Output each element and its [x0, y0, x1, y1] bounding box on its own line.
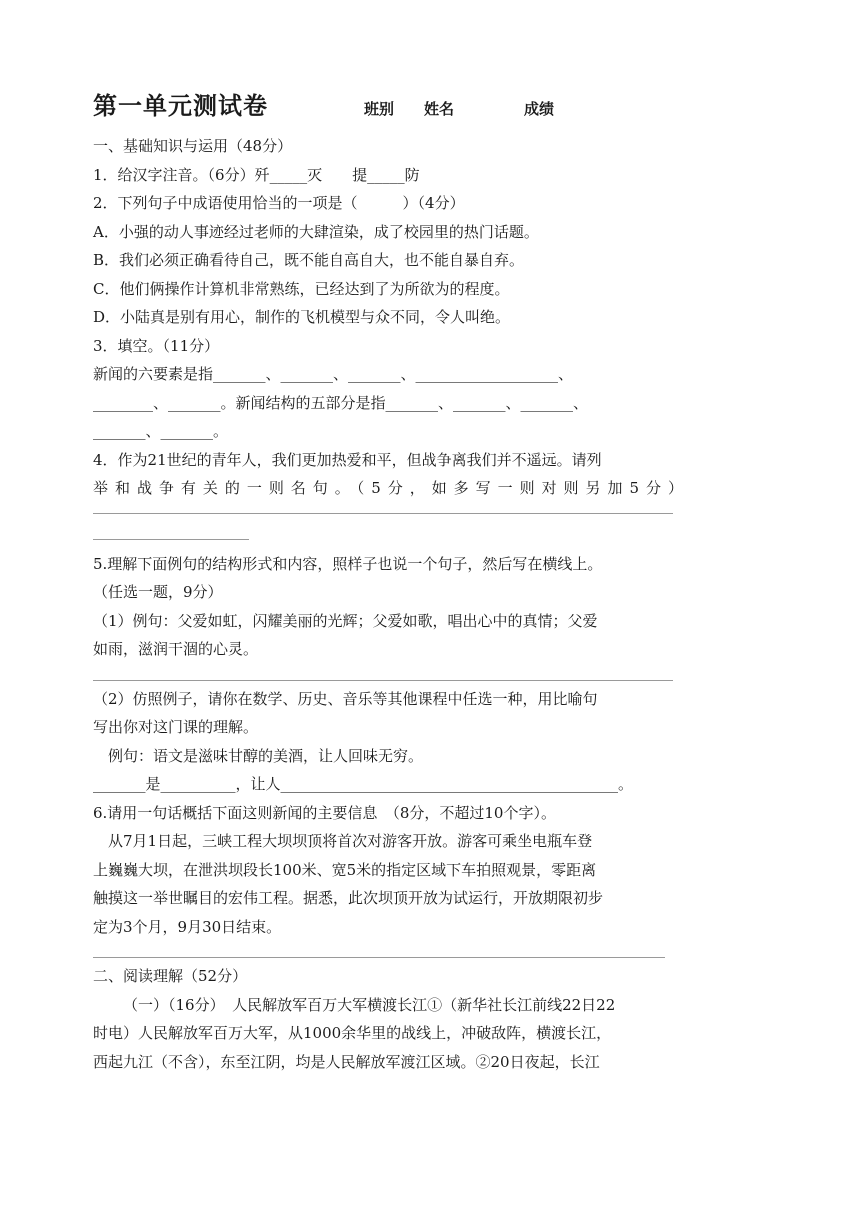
- class-label: 班别: [364, 100, 395, 118]
- question-3: 3．填空。（11分）: [93, 336, 220, 355]
- question-3-fill-line: 新闻的六要素是指_______、_______、_______、___________________、: [93, 365, 574, 383]
- news-passage: 从7月1日起，三峡工程大坝坝顶将首次对游客开放。游客可乘坐电瓶车登: [108, 832, 593, 850]
- question-5-part-2: （2）仿照例子，请你在数学、历史、音乐等其他课程中任选一种，用比喻句: [93, 689, 598, 708]
- question-4: 4．作为21世纪的青年人，我们更加热爱和平，但战争离我们并不遥远。请列: [93, 450, 602, 469]
- answer-line: [93, 539, 249, 540]
- answer-line: [93, 957, 665, 958]
- question-5-part-2: 写出你对这门课的理解。: [93, 718, 259, 736]
- question-5-fill-line: _______是__________，让人_____________________________________________。: [93, 775, 634, 793]
- question-3-fill-line: ________、_______。新闻结构的五部分是指_______、_______、_______、: [93, 393, 589, 412]
- name-label: 姓名: [424, 100, 455, 118]
- question-5: （任选一题，9分）: [93, 583, 223, 601]
- question-5-part-1: （1）例句：父爱如虹，闪耀美丽的光辉；父爱如歌，唱出心中的真情；父爱: [93, 611, 598, 630]
- answer-line: [93, 680, 673, 681]
- reading-passage: 西起九江（不含），东至江阴，均是人民解放军渡江区域。②20日夜起，长江: [93, 1052, 600, 1071]
- exam-page: [93, 92, 683, 1076]
- section-1-heading: 一、基础知识与运用（48分）: [93, 137, 293, 155]
- question-5: 5.理解下面例句的结构形式和内容，照样子也说一个句子，然后写在横线上。: [93, 554, 603, 573]
- question-2: 2．下列句子中成语使用恰当的一项是（ ）（4分）: [93, 194, 465, 212]
- reading-passage: 时电）人民解放军百万大军，从1000余华里的战线上，冲破敌阵，横渡长江，: [93, 1024, 612, 1042]
- reading-passage: （一）（16分） 人民解放军百万大军横渡长江①（新华社长江前线22日22: [123, 995, 616, 1014]
- news-passage: 触摸这一举世瞩目的宏伟工程。据悉，此次坝顶开放为试运行，开放期限初步: [93, 889, 604, 907]
- news-passage: 定为3个月，9月30日结束。: [93, 917, 282, 936]
- question-2-option-a: A．小强的动人事迹经过老师的大肆渲染，成了校园里的热门话题。: [93, 222, 539, 241]
- score-label: 成绩: [524, 100, 555, 118]
- question-5-part-1: 如雨，滋润干涸的心灵。: [93, 640, 259, 658]
- question-2-option-b: B．我们必须正确看待自己，既不能自高自大，也不能自暴自弃。: [93, 251, 525, 269]
- question-2-option-d: D．小陆真是别有用心，制作的飞机模型与众不同，令人叫绝。: [93, 308, 511, 326]
- exam-title: 第一单元测试卷: [93, 92, 268, 120]
- question-5-example: 例句：语文是滋味甘醇的美酒，让人回味无穷。: [108, 746, 424, 765]
- question-2-option-c: C．他们俩操作计算机非常熟练，已经达到了为所欲为的程度。: [93, 279, 510, 298]
- question-4: 举和战争有关的一则名句。（5分，如多写一则对则另加5分）: [93, 479, 683, 497]
- exam-header: [93, 92, 683, 132]
- question-1: 1．给汉字注音。（6分）歼_____灭 提_____防: [93, 165, 420, 184]
- news-passage: 上巍巍大坝，在泄洪坝段长100米、宽5米的指定区域下车拍照观景，零距离: [93, 860, 597, 879]
- question-6: 6.请用一句话概括下面这则新闻的主要信息 （8分，不超过10个字）。: [93, 803, 556, 822]
- question-3-fill-line: _______、_______。: [93, 422, 229, 440]
- section-2-heading: 二、阅读理解（52分）: [93, 967, 248, 985]
- answer-line: [93, 513, 673, 514]
